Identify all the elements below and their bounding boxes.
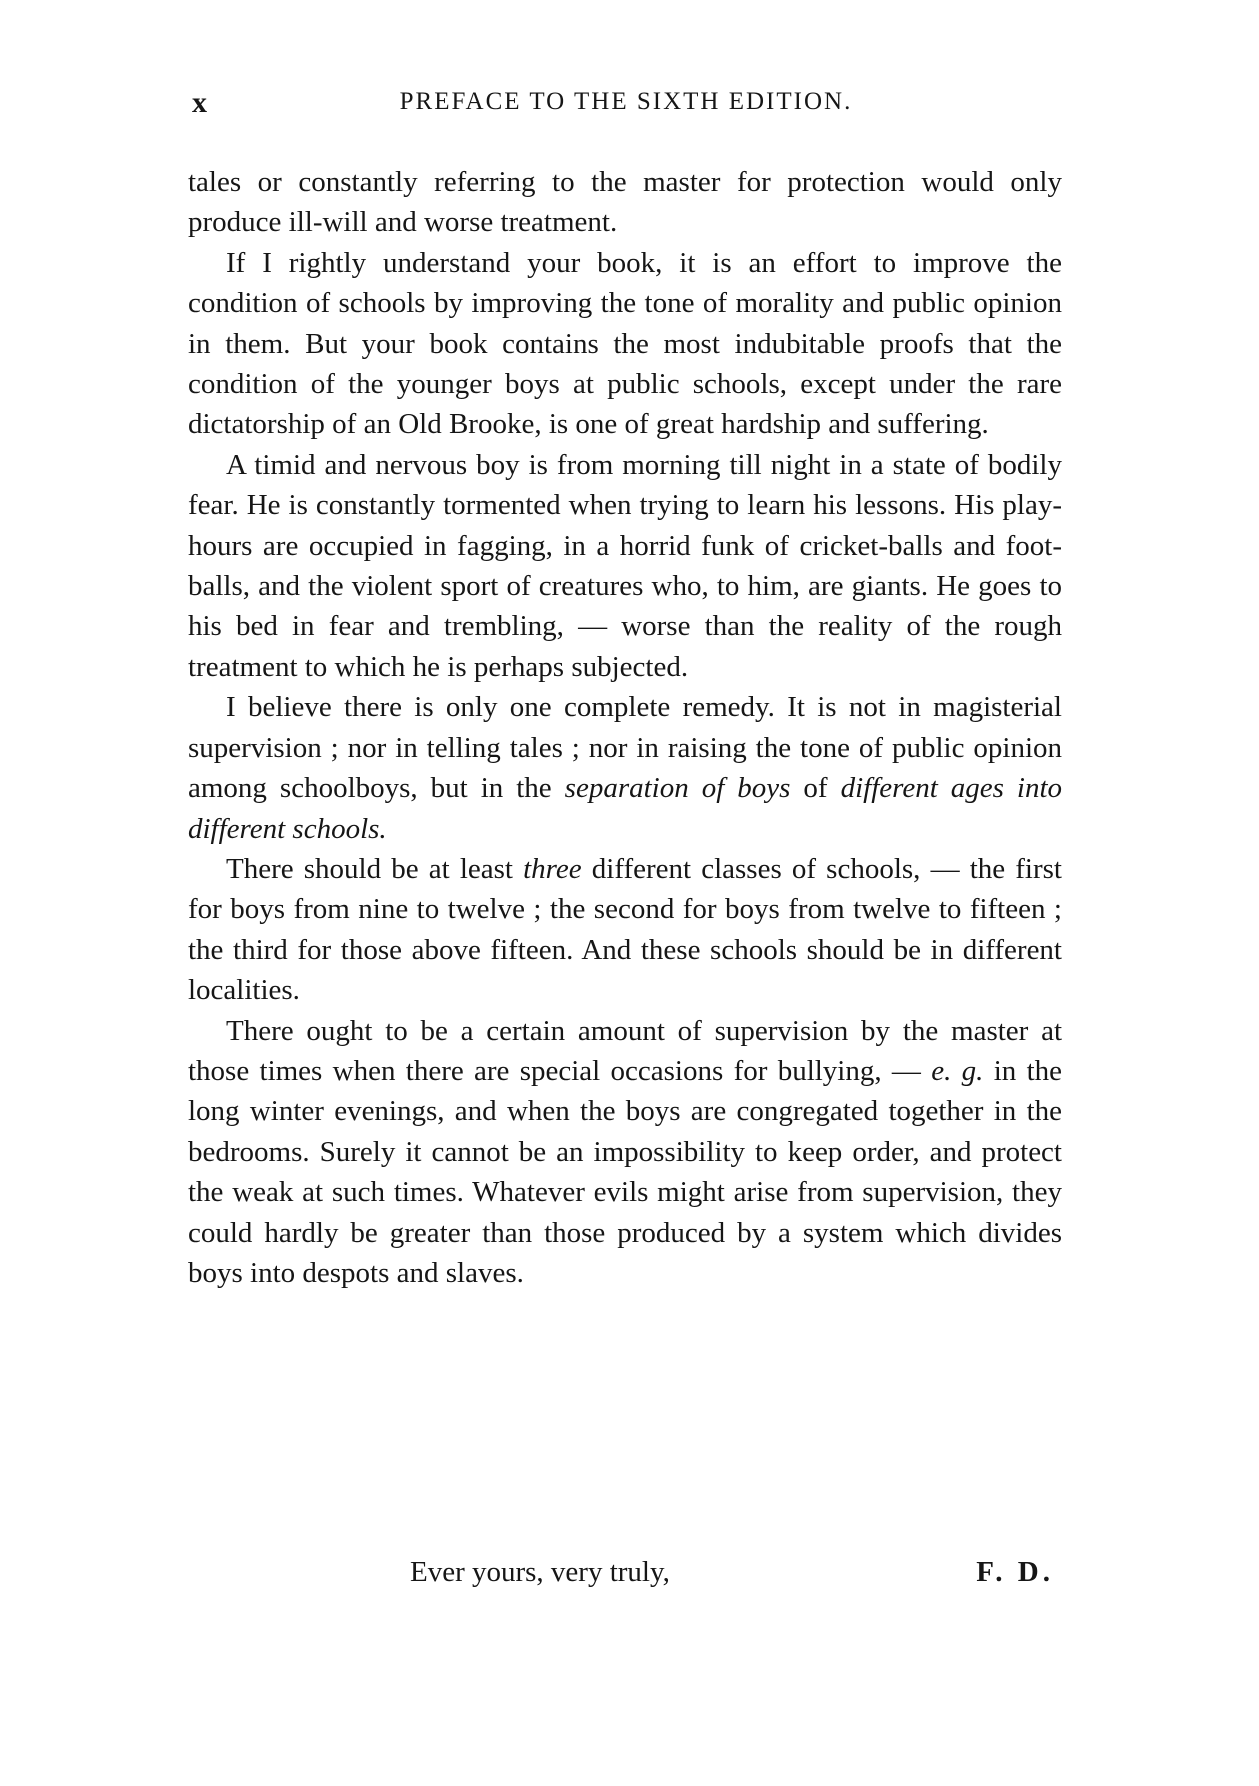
paragraph-5-text-start: There should be at least [226,852,513,885]
paragraph-6 [188,1011,1062,1294]
paragraph-4 [188,687,1062,849]
page-header [186,86,1066,126]
paragraph-3: A timid and nervous boy is from morning till night in a state of bodily fear. He is constantly tormented when trying to learn his lessons. His play-hours are occupied in fagging, in a horrid funk of cricket-balls and foot-balls, and the violent sport of creatures who, to him, are giants. He goes to his bed in fear and trembling, — worse than the reality of the rough treatment to which he is perhaps subjected. [188,448,1062,683]
paragraph-1: tales or constantly referring to the master for protection would only produce ill-will and worse treatment. [188,166,1062,239]
paragraph-4-emphasis-1: separation of boys [564,772,791,805]
paragraph-6-emphasis: e. g. [931,1054,984,1087]
paragraph-5-emphasis: three [523,852,582,885]
paragraph-6-text-start: There ought to be a certain amount of supervision by the master at those times when there are special occasions for bullying, — [188,1014,1062,1087]
paragraph-2: If I rightly understand your book, it is an effort to improve the condition of schools by improving the tone of morality and public opinion in them. But your book contains the most indubitable proofs that the condition of the younger boys at public schools, except under the rare dictatorship of an Old Brooke, is one of great hardship and suffering. [188,246,1062,441]
paragraph-4-text-mid: of [803,772,828,805]
paragraph-5-text-end: different classes of schools, — the first for boys from nine to twelve ; the second for boys from twelve to fifteen ; the third for those above fifteen. And these schools should be in different localities. [188,852,1062,1007]
letter-body [188,162,1062,1293]
letter-closing [188,1556,1062,1600]
signature-initials: F. D. [976,1556,1054,1588]
paragraph-4-text-start: I believe there is only one complete remedy. It is not in magisterial supervision ; nor in telling tales ; nor in raising the tone of public opinion among schoolboys, but in the [188,691,1062,805]
paragraph-5 [188,849,1062,1011]
paragraph-4-emphasis-2: different ages into different schools. [188,772,1063,845]
sign-off: Ever yours, very truly, [410,1556,670,1588]
page-number: x [192,86,207,119]
paragraph-6-text-end: in the long winter evenings, and when the boys are congregated together in the bedrooms. Surely it cannot be an impossibility to keep order, and protect the weak at such times. Whatever evils might arise from supervision, they could hardly be greater than those produced by a system which divides boys into despots and slaves. [188,1054,1063,1289]
running-title: PREFACE TO THE SIXTH EDITION. [399,88,853,115]
